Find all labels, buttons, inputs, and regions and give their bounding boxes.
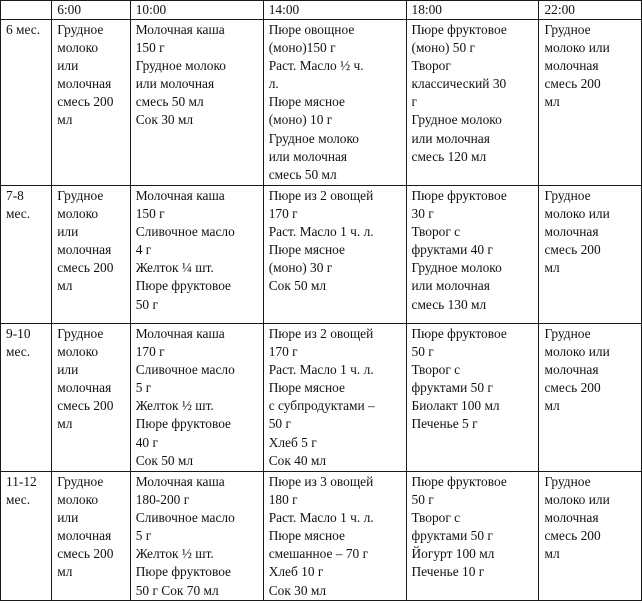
age-cell [1,472,52,601]
meal-line: молочная [57,76,112,92]
meal-line: молоко [57,40,99,56]
meal-line: Грудное молоко [268,130,359,146]
meal-line: Молочная каша [135,22,225,37]
meal-line: Грудное [544,326,591,341]
meal-cell-1400 [263,186,406,324]
age-line: 6 мес. [6,22,41,37]
meal-line: Пюре из 3 овощей [268,474,374,489]
meal-line: смесь 200 [544,528,601,544]
meal-cell-0600 [52,472,130,601]
meal-line: Сливочное масло [135,510,235,526]
meal-cell-2200 [539,20,642,186]
meal-line: Пюре фруктовое [135,564,232,580]
meal-line: Грудное [57,188,104,203]
age-line: 11-12 [6,474,37,489]
meal-line: или молочная [268,148,348,164]
age-line: мес. [6,492,31,508]
meal-line: Сок 30 мл [268,582,327,598]
table-row [1,324,642,472]
meal-line: смесь 50 мл [135,94,204,110]
meal-line: Хлеб 5 г [268,434,317,450]
meal-cell-0600 [52,20,130,186]
meal-line: мл [57,278,73,294]
meal-line: Сок 30 мл [135,112,194,128]
meal-line: Грудное молоко [411,112,502,128]
meal-line: Хлеб 10 г [268,564,324,580]
meal-line: Йогурт 100 мл [411,546,495,562]
meal-cell-0600 [52,324,130,472]
meal-line: 180 г [268,492,298,508]
meal-line: мл [544,260,560,276]
meal-line: смесь 50 мл [268,166,337,182]
meal-line: Грудное [57,474,104,489]
meal-line: Грудное [544,188,591,203]
header-time-0600: 6:00 [52,1,130,20]
meal-cell-1800 [406,20,539,186]
meal-line: молоко или [544,40,610,56]
meal-line: смесь 200 [544,380,601,396]
meal-line: Молочная каша [135,326,225,341]
meal-line: фруктами 40 г [411,242,493,258]
header-age-cell [1,1,52,20]
meal-line: Сливочное масло [135,362,235,378]
meal-line: молоко или [544,492,610,508]
meal-line: молоко [57,492,99,508]
meal-line: Желток ½ шт. [135,546,214,562]
meal-line: (моно) 10 г [268,112,333,128]
meal-line: смесь 120 мл [411,148,487,164]
meal-line: смесь 200 [544,242,601,258]
meal-cell-1000 [130,20,263,186]
meal-line: смесь 200 [544,76,601,92]
meal-line: Пюре мясное [268,94,345,110]
table-row [1,186,642,324]
meal-line: Раст. Масло 1 ч. л. [268,362,374,378]
meal-line: смешанное – 70 г [268,546,369,562]
meal-line: 170 г [135,344,165,360]
meal-line: молочная [57,528,112,544]
meal-line: Пюре из 2 овощей [268,326,374,341]
meal-line: 4 г [135,242,152,258]
meal-line: 50 г [411,492,434,508]
meal-cell-1000 [130,324,263,472]
age-cell [1,186,52,324]
meal-line: молочная [544,58,599,74]
table-body [1,20,642,601]
meal-line: Раст. Масло 1 ч. л. [268,510,374,526]
meal-line: молоко [57,206,99,222]
meal-line: молочная [57,380,112,396]
table-row [1,20,642,186]
meal-line: с субпродуктами – [268,398,375,414]
header-time-1400: 14:00 [263,1,406,20]
age-line: мес. [6,344,31,360]
meal-line: смесь 130 мл [411,296,487,312]
meal-line: молочная [57,242,112,258]
meal-line: Пюре фруктовое [411,22,507,37]
meal-line: молочная [544,510,599,526]
header-time-2200: 22:00 [539,1,642,20]
table-row [1,472,642,601]
meal-line: Творог с [411,362,461,378]
meal-line: или молочная [135,76,215,92]
meal-cell-1800 [406,186,539,324]
age-line: 9-10 [6,326,31,341]
meal-line: 170 г [268,344,298,360]
meal-line: Творог с [411,224,461,240]
age-cell [1,324,52,472]
meal-line: молочная [544,224,599,240]
meal-line: л. [268,76,279,92]
meal-line: молоко или [544,206,610,222]
meal-line: Раст. Масло 1 ч. л. [268,224,374,240]
meal-line: классический 30 [411,76,507,92]
meal-cell-1800 [406,324,539,472]
meal-line: Пюре мясное [268,528,345,544]
meal-line: Грудное молоко [411,260,502,276]
meal-line: Грудное [57,326,104,341]
meal-cell-2200 [539,324,642,472]
meal-line: мл [544,398,560,414]
meal-line: мл [57,416,73,432]
meal-line: 150 г [135,206,165,222]
meal-cell-1400 [263,472,406,601]
meal-line: молоко [57,344,99,360]
meal-line: Творог с [411,510,461,526]
meal-line: Сок 50 мл [135,452,194,468]
meal-line: 50 г [268,416,291,432]
meal-line: (моно) 30 г [268,260,333,276]
meal-line: фруктами 50 г [411,380,493,396]
meal-line: Пюре фруктовое [135,416,232,432]
meal-cell-1400 [263,20,406,186]
meal-line: 30 г [411,206,434,222]
meal-line: Печенье 5 г [411,416,478,432]
meal-line: Пюре мясное [268,242,345,258]
meal-line: Молочная каша [135,474,225,489]
meal-line: мл [57,112,73,128]
meal-line: мл [544,94,560,110]
meal-line: Желток ½ шт. [135,398,214,414]
age-line: мес. [6,206,31,222]
meal-line: Пюре фруктовое [411,326,507,341]
header-time-1800: 18:00 [406,1,539,20]
header-row [1,1,642,20]
meal-line: или [57,510,79,526]
meal-line: или [57,362,79,378]
meal-line: молоко или [544,344,610,360]
meal-line: мл [57,564,73,580]
meal-line: Пюре фруктовое [411,188,507,203]
meal-line: Пюре из 2 овощей [268,188,374,203]
meal-line: 50 г [135,296,158,312]
meal-line: 50 г [411,344,434,360]
meal-line: Пюре мясное [268,380,345,396]
meal-cell-1800 [406,472,539,601]
meal-cell-2200 [539,186,642,324]
meal-line: Пюре фруктовое [411,474,507,489]
meal-line: Сок 50 мл [268,278,327,294]
meal-line: Сок 40 мл [268,452,327,468]
meal-line: Грудное [57,22,104,37]
age-cell [1,20,52,186]
meal-line: Раст. Масло ½ ч. [268,58,364,74]
meal-line: 50 г Сок 70 мл [135,582,219,598]
age-line: 7-8 [6,188,24,203]
meal-line: Печенье 10 г [411,564,485,580]
meal-cell-1400 [263,324,406,472]
meal-cell-1000 [130,472,263,601]
meal-cell-2200 [539,472,642,601]
meal-cell-0600 [52,186,130,324]
meal-line: г [411,94,417,110]
meal-line: Творог [411,58,451,74]
meal-line: Сливочное масло [135,224,235,240]
meal-line: или [57,58,79,74]
meal-line: мл [544,546,560,562]
meal-line: 150 г [135,40,165,56]
meal-line: Желток ¼ шт. [135,260,214,276]
meal-line: 40 г [135,434,158,450]
meal-line: смесь 200 [57,94,114,110]
meal-line: Пюре овощное [268,22,355,37]
meal-line: (моно)150 г [268,40,336,56]
meal-line: Грудное молоко [135,58,227,74]
meal-line: или молочная [411,130,490,146]
meal-line: (моно) 50 г [411,40,476,56]
meal-line: фруктами 50 г [411,528,493,544]
meal-line: Грудное [544,474,591,489]
meal-line: Биолакт 100 мл [411,398,500,414]
meal-line: или молочная [411,278,490,294]
header-time-1000: 10:00 [130,1,263,20]
meal-cell-1000 [130,186,263,324]
meal-line: смесь 200 [57,546,114,562]
meal-line: Пюре фруктовое [135,278,232,294]
meal-line: Грудное [544,22,591,37]
meal-line: молочная [544,362,599,378]
meal-line: смесь 200 [57,260,114,276]
meal-line: смесь 200 [57,398,114,414]
meal-line: 5 г [135,380,152,396]
meal-line: 170 г [268,206,298,222]
meal-line: Молочная каша [135,188,225,203]
meal-line: 180-200 г [135,492,190,508]
meal-line: или [57,224,79,240]
meal-line: 5 г [135,528,152,544]
